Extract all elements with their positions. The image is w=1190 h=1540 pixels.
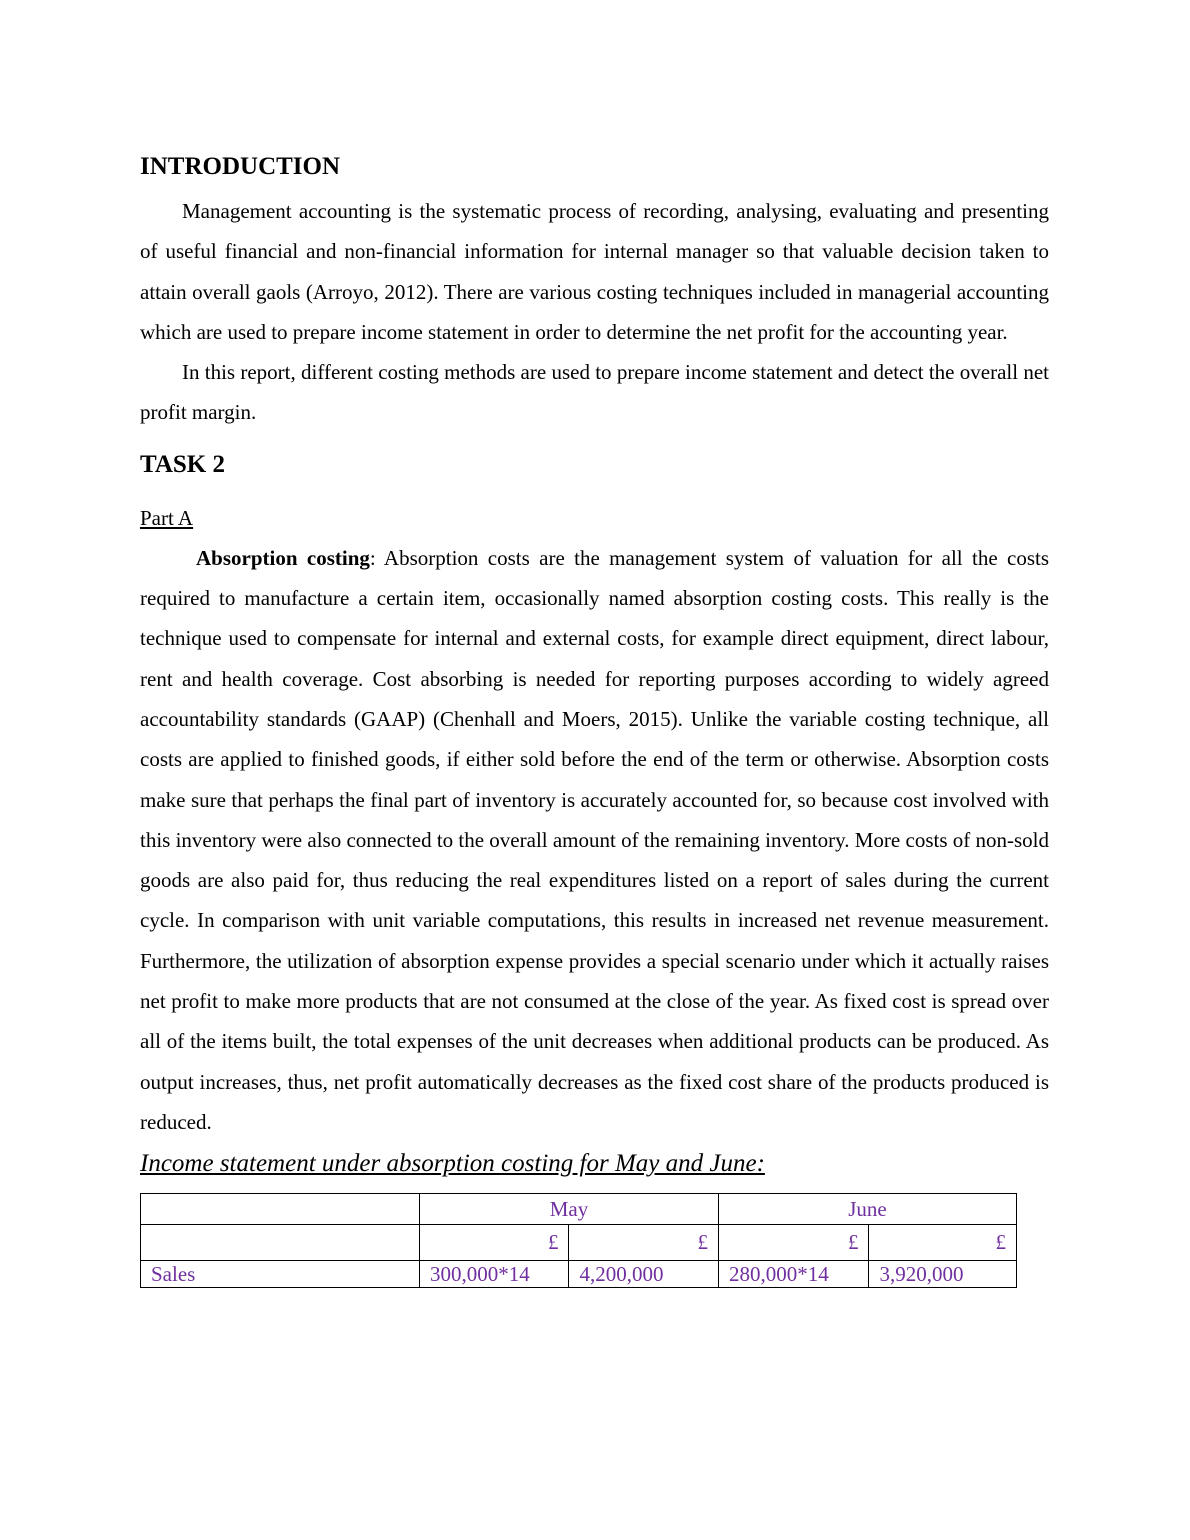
header-may: May [419, 1194, 718, 1225]
header-june: June [718, 1194, 1016, 1225]
header-blank-cell [141, 1194, 420, 1225]
table-row [141, 1261, 1017, 1288]
may-total-cell: 4,200,000 [569, 1261, 719, 1288]
june-total-cell: 3,920,000 [869, 1261, 1017, 1288]
introduction-heading: INTRODUCTION [140, 153, 341, 180]
june-calc-cell: 280,000*14 [718, 1261, 869, 1288]
absorption-costing-term: Absorption costing [196, 545, 370, 570]
absorption-costing-text: : Absorption costs are the management system of valuation for all the costs required to manufacture a certain item, occasionally named absorption costing costs. This really is the technique used to compensate for internal and external costs, for example direct equipment, direct labour, rent and health coverage. Cost absorbing is needed for reporting purposes according to widely agreed accountability standards (GAAP) (Chenhall and Moers, 2015). Unlike the variable costing technique, all costs are applied to finished goods, if either sold before the end of the term or otherwise. Absorption costs make sure that perhaps the final part of inventory is accurately accounted for, so because cost involved with this inventory were also connected to the overall amount of the remaining inventory. More costs of non-sold goods are also paid for, thus reducing the real expenditures listed on a report of sales during the current cycle. In comparison with unit variable computations, this results in increased net revenue measurement. Furthermore, the utilization of absorption expense provides a special scenario under which it actually raises net profit to make more products that are not consumed at the close of the year. As fixed cost is spread over all of the items built, the total expenses of the unit decreases when additional products can be produced. As output increases, thus, net profit automatically decreases as the fixed cost share of the products produced is reduced. [140, 545, 1050, 1134]
currency-blank-cell [141, 1225, 420, 1261]
part-a-label: Part A [140, 505, 194, 530]
document-page [140, 150, 1049, 1288]
intro-paragraph-2: In this report, different costing methods are used to prepare income statement and detect the overall net profit margin. [140, 360, 1049, 425]
income-statement-table [140, 1193, 1017, 1288]
currency-june-2: £ [869, 1225, 1017, 1261]
intro-paragraph-1: Management accounting is the systematic process of recording, analysing, evaluating and presenting of useful financial and non-financial information for internal manager so that valuable decision taken to attain overall gaols (Arroyo, 2012). There are various costing techniques included in managerial accounting which are used to prepare income statement in order to determine the net profit for the accounting year. [140, 199, 1049, 344]
task-2-heading: TASK 2 [140, 450, 225, 478]
currency-june-1: £ [718, 1225, 869, 1261]
row-label: Sales [141, 1261, 420, 1288]
may-calc-cell: 300,000*14 [419, 1261, 569, 1288]
currency-may-2: £ [569, 1225, 719, 1261]
table-header-row [141, 1194, 1017, 1225]
absorption-costing-paragraph [140, 538, 1049, 1142]
table-caption: Income statement under absorption costing for May and June: [140, 1150, 765, 1178]
currency-may-1: £ [419, 1225, 569, 1261]
currency-row [141, 1225, 1017, 1261]
